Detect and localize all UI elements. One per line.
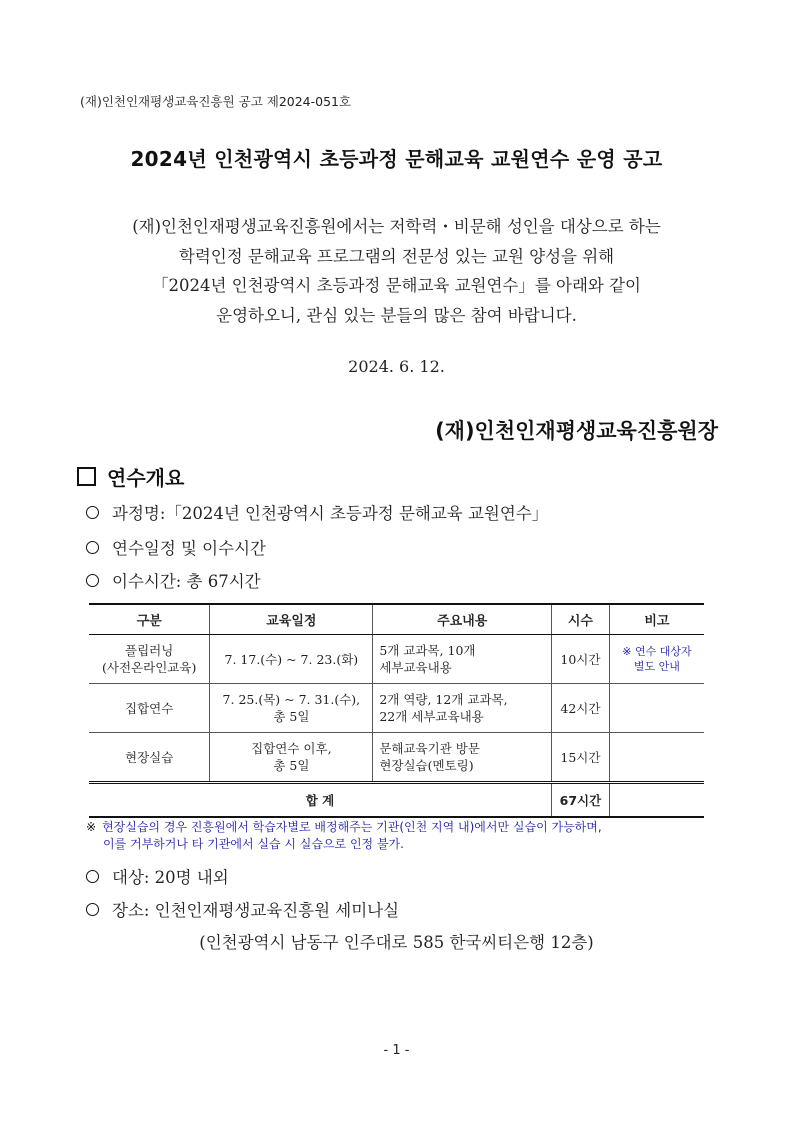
cell-line: 22개 세부교육내용 bbox=[379, 709, 484, 724]
header-cell: 교육일정 bbox=[210, 604, 373, 635]
type-cell: 집합연수 bbox=[89, 684, 210, 733]
bullet-target bbox=[86, 864, 229, 888]
intro-line: 학력인정 문해교육 프로그램의 전문성 있는 교원 양성을 위해 bbox=[178, 246, 615, 266]
circle-bullet-icon bbox=[86, 903, 99, 916]
page-number: - 1 - bbox=[383, 1043, 410, 1058]
intro-line: 운영하오니, 관심 있는 분들의 많은 참여 바랍니다. bbox=[216, 305, 577, 325]
bullet-text: 이수시간: 총 67시간 bbox=[112, 572, 261, 591]
content-cell bbox=[373, 733, 552, 783]
bullet-course-name bbox=[86, 500, 548, 524]
cell-line: 별도 안내 bbox=[633, 660, 680, 673]
note-text: 현장실습의 경우 진흥원에서 학습자별로 배정해주는 기관(인천 지역 내)에서만 실습이 가능하며, bbox=[102, 820, 602, 834]
cell-line: 세부교육내용 bbox=[379, 660, 452, 675]
bullet-text: 장소: 인천인재평생교육진흥원 세미나실 bbox=[112, 901, 400, 920]
circle-bullet-icon bbox=[86, 574, 99, 587]
intro-paragraph bbox=[60, 212, 733, 330]
notice-number: (재)인천인재평생교육진흥원 공고 제2024-051호 bbox=[80, 94, 352, 109]
bullet-text: 과정명:「2024년 인천광역시 초등과정 문해교육 교원연수」 bbox=[112, 504, 549, 523]
intro-line: 「2024년 인천광역시 초등과정 문해교육 교원연수」를 아래와 같이 bbox=[152, 276, 641, 295]
note-line-2: 이를 거부하거나 타 기관에서 실습 시 실습으로 인정 불가. bbox=[103, 837, 404, 851]
total-label-cell: 합 계 bbox=[89, 783, 552, 818]
cell-line: 집합연수 이후, bbox=[251, 741, 332, 756]
remark-cell bbox=[609, 733, 704, 783]
circle-bullet-icon bbox=[86, 506, 99, 519]
cell-line: 현장실습(멘토링) bbox=[379, 758, 474, 773]
bullet-hours bbox=[86, 568, 261, 592]
header-cell: 주요내용 bbox=[373, 604, 552, 635]
cell-line: 2개 역량, 12개 교과목, bbox=[379, 692, 508, 707]
content-cell bbox=[373, 635, 552, 684]
table-row bbox=[89, 684, 704, 733]
bullet-text: 연수일정 및 이수시간 bbox=[112, 539, 266, 558]
section-heading bbox=[77, 462, 184, 491]
total-hours-cell: 67시간 bbox=[552, 783, 610, 818]
document-title: 2024년 인천광역시 초등과정 문해교육 교원연수 운영 공고 bbox=[130, 147, 663, 171]
venue-address: (인천광역시 남동구 인주대로 585 한국씨티은행 12층) bbox=[199, 933, 594, 952]
type-cell: 현장실습 bbox=[89, 733, 210, 783]
cell-line: 총 5일 bbox=[273, 709, 310, 724]
note-line-1 bbox=[86, 819, 726, 836]
hours-cell: 15시간 bbox=[552, 733, 610, 783]
content-cell bbox=[373, 684, 552, 733]
header-cell: 시수 bbox=[552, 604, 610, 635]
remark-cell bbox=[609, 635, 704, 684]
cell-line: 7. 17.(수) ~ 7. 23.(화) bbox=[224, 651, 359, 667]
cell-line: ※ 연수 대상자 bbox=[622, 645, 692, 658]
bullet-schedule bbox=[86, 535, 266, 559]
hours-cell: 42시간 bbox=[552, 684, 610, 733]
type-cell bbox=[89, 635, 210, 684]
intro-line: (재)인천인재평생교육진흥원에서는 저학력・비문해 성인을 대상으로 하는 bbox=[132, 217, 661, 236]
header-cell: 비고 bbox=[609, 604, 704, 635]
total-remark-cell bbox=[609, 783, 704, 818]
bullet-text: 대상: 20명 내외 bbox=[112, 868, 229, 887]
header-cell: 구분 bbox=[89, 604, 210, 635]
fieldwork-note bbox=[86, 819, 726, 853]
cell-line: 7. 25.(목) ~ 7. 31.(수), bbox=[222, 692, 361, 707]
cell-line: 플립러닝 bbox=[125, 643, 174, 658]
cell-line: 총 5일 bbox=[273, 758, 310, 773]
table-header-row bbox=[89, 604, 704, 635]
checkbox-icon bbox=[77, 467, 96, 486]
bullet-venue bbox=[86, 897, 399, 921]
schedule-cell bbox=[210, 733, 373, 783]
notice-date: 2024. 6. 12. bbox=[348, 357, 445, 376]
cell-line: (사전온라인교육) bbox=[102, 660, 197, 675]
section-title: 연수개요 bbox=[107, 466, 185, 490]
schedule-cell bbox=[210, 684, 373, 733]
cell-line: 문해교육기관 방문 bbox=[379, 741, 480, 756]
schedule-cell bbox=[210, 635, 373, 684]
circle-bullet-icon bbox=[86, 541, 99, 554]
table-row bbox=[89, 635, 704, 684]
hours-cell: 10시간 bbox=[552, 635, 610, 684]
remark-cell bbox=[609, 684, 704, 733]
schedule-table bbox=[89, 603, 704, 818]
circle-bullet-icon bbox=[86, 870, 99, 883]
note-symbol: ※ bbox=[86, 820, 97, 834]
table-row bbox=[89, 733, 704, 783]
table-total-row bbox=[89, 783, 704, 818]
issuer-name: (재)인천인재평생교육진흥원장 bbox=[435, 419, 718, 443]
cell-line: 5개 교과목, 10개 bbox=[379, 643, 476, 658]
